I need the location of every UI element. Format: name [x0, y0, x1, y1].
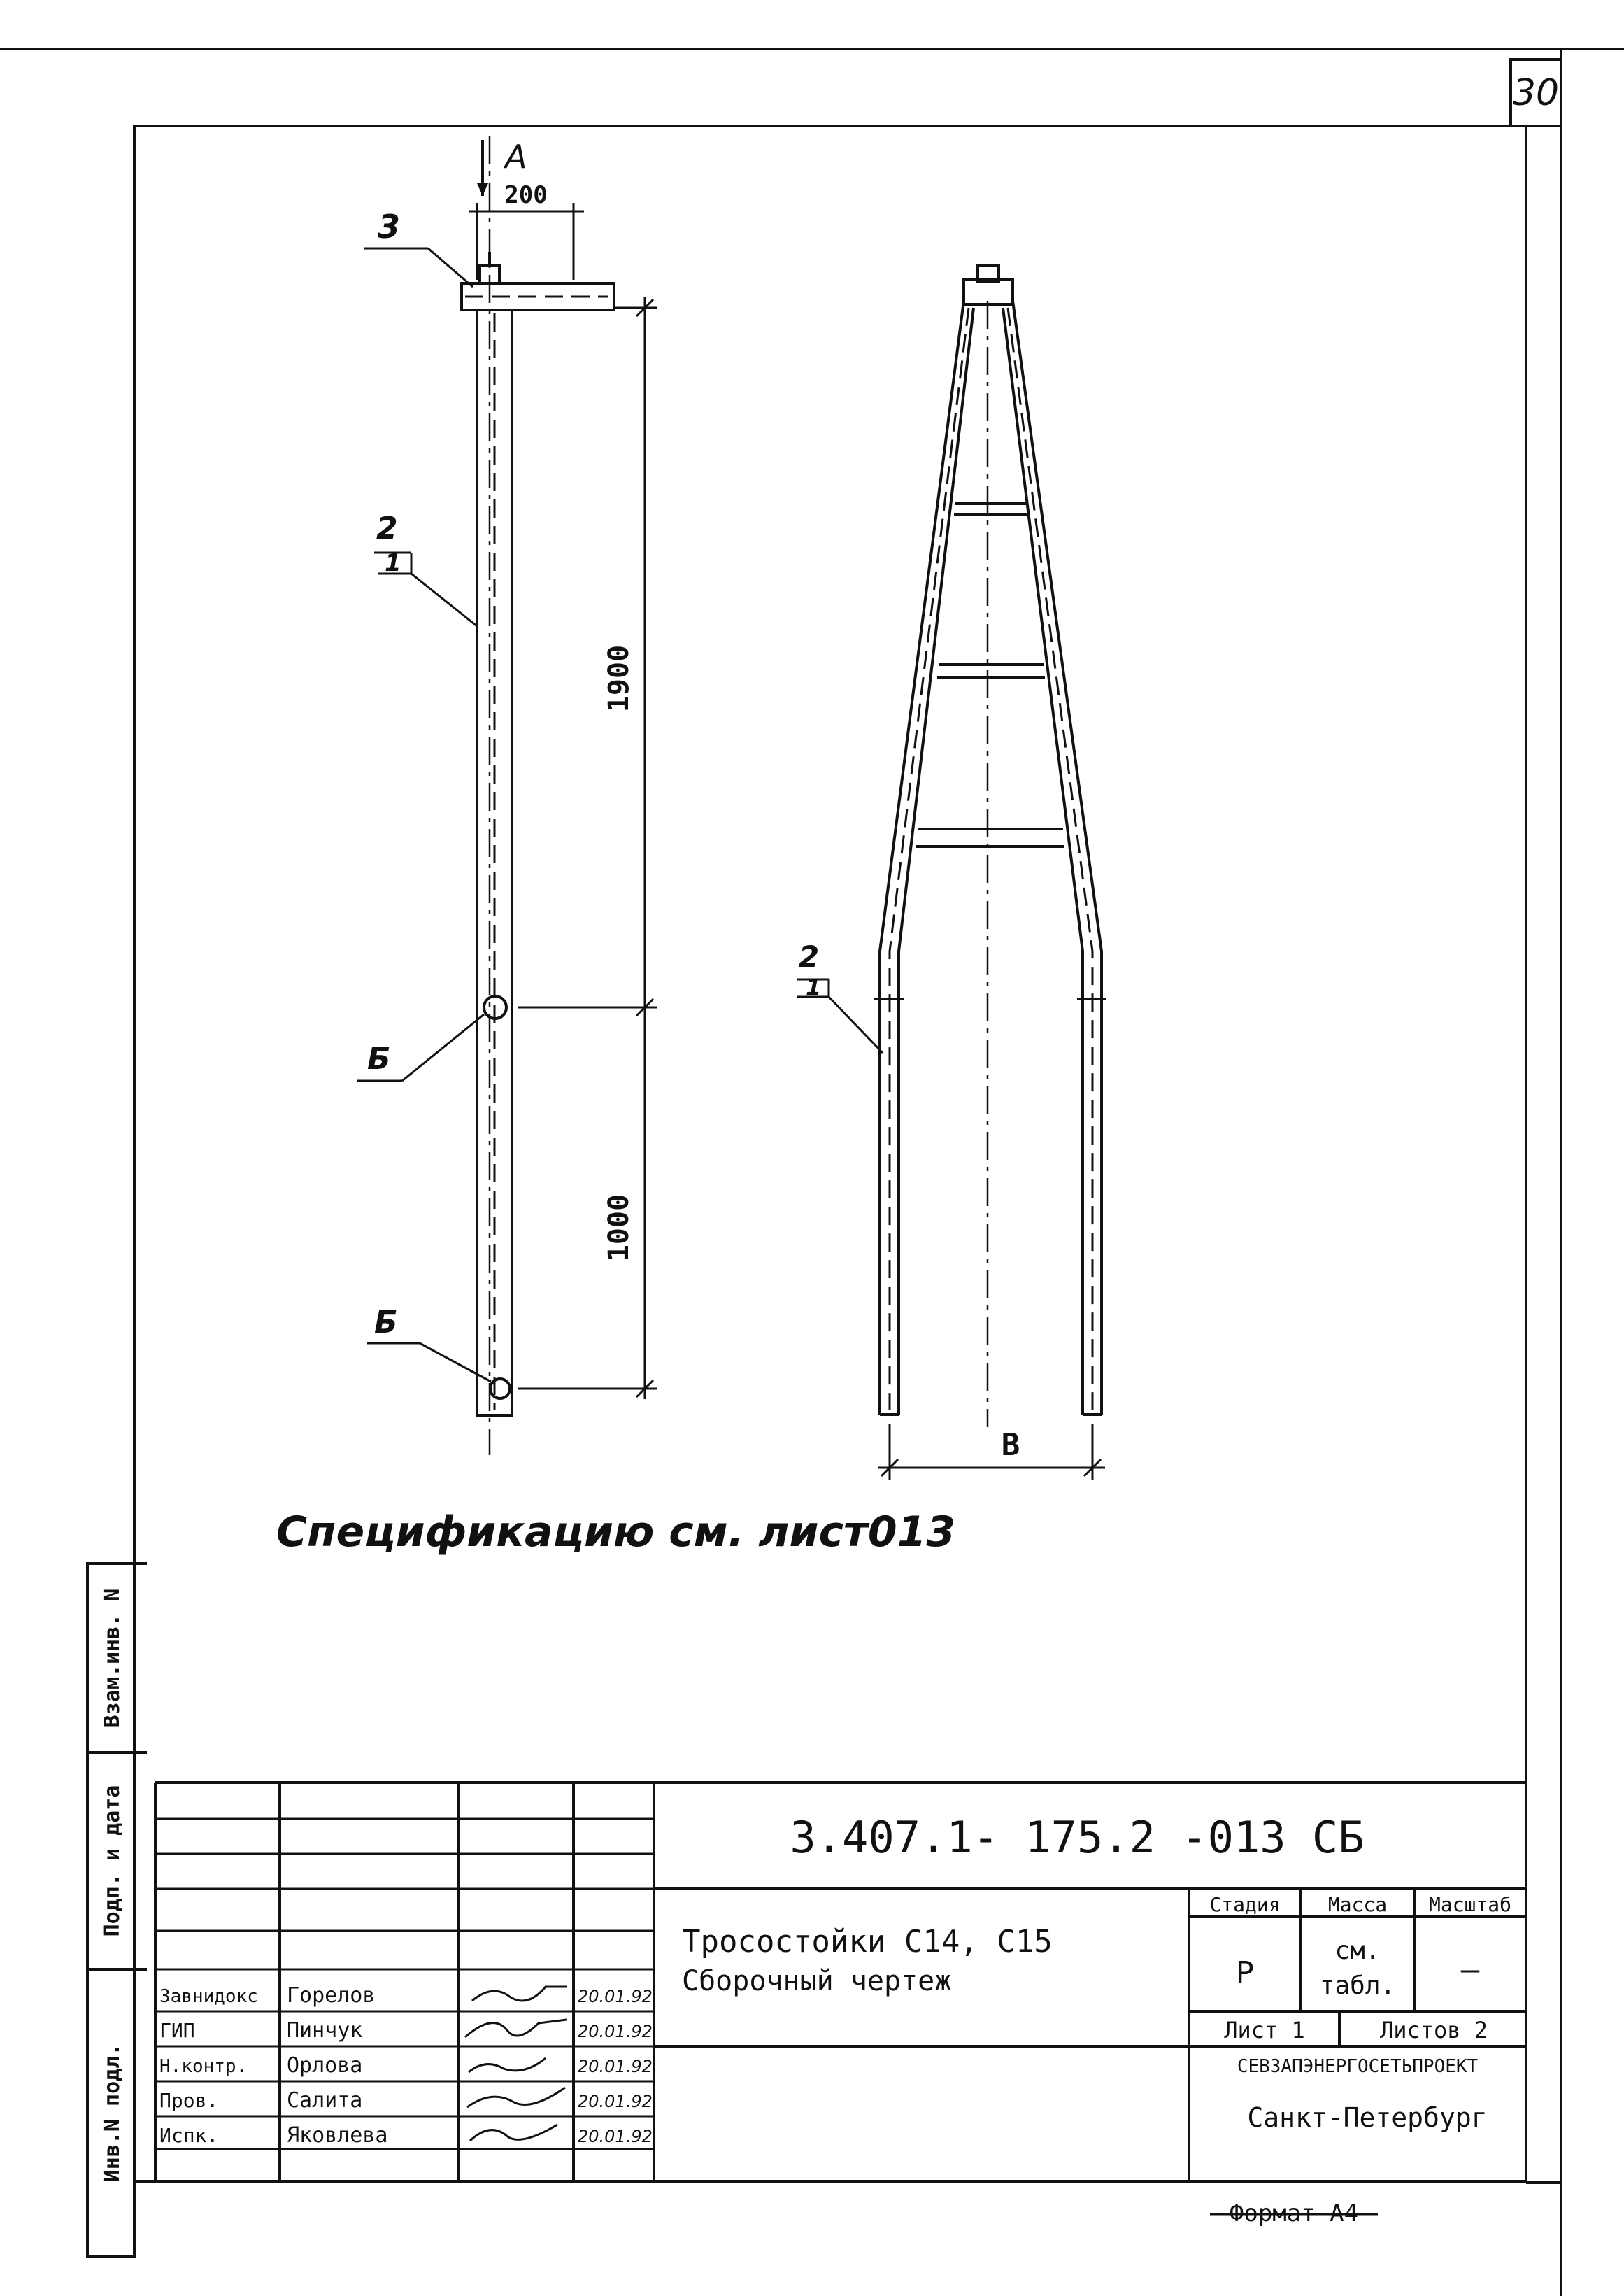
stamp-inv-no-sub: Инв.N подл.	[100, 2043, 124, 2183]
signature-mark	[469, 2058, 546, 2072]
callout-2-left: 2	[376, 511, 398, 546]
mass-label: Масса	[1327, 1893, 1388, 1916]
signature-mark	[472, 1987, 567, 2001]
stage-value: Р	[1235, 1955, 1255, 1991]
signature-row	[159, 2053, 653, 2078]
svg-text:ГИП: ГИП	[159, 2019, 195, 2042]
stamp-sign-date: Подп. и дата	[100, 1785, 124, 1937]
signature-row	[159, 2088, 653, 2113]
svg-text:20.01.92: 20.01.92	[578, 2022, 653, 2041]
svg-text:20.01.92: 20.01.92	[578, 2127, 653, 2146]
title-line-2: Сборочный чертеж	[682, 1965, 952, 1997]
callout-b-upper: Б	[367, 1041, 391, 1077]
dim-1000: 1000	[603, 1193, 635, 1262]
svg-text:Яковлева: Яковлева	[287, 2123, 388, 2148]
format-label: Формат А4	[1229, 2199, 1359, 2227]
left-leg-inner	[899, 308, 974, 1415]
spec-note: Спецификацию см. лист013	[276, 1508, 956, 1557]
dim-b: В	[1001, 1427, 1020, 1463]
svg-text:Пинчук: Пинчук	[287, 2018, 363, 2043]
mass-value-1: см.	[1334, 1936, 1381, 1965]
stage-label: Стадия	[1209, 1893, 1281, 1916]
doc-code: 3.407.1- 175.2 -013 СБ	[790, 1812, 1365, 1863]
svg-text:20.01.92: 20.01.92	[578, 2092, 653, 2111]
detail-b-lower-mark	[490, 1379, 510, 1398]
top-plate	[462, 283, 614, 310]
scale-value: —	[1460, 1952, 1480, 1987]
svg-text:Завнидокс: Завнидокс	[159, 1986, 258, 2007]
organization: СЕВЗАПЭНЕРГОСЕТЬПРОЕКТ	[1237, 2056, 1479, 2077]
city: Санкт-Петербург	[1247, 2102, 1488, 2133]
callout-2-right: 2	[799, 940, 820, 974]
signature-mark	[467, 2088, 565, 2107]
callout-b-lower: Б	[374, 1305, 398, 1340]
page-number: 30	[1512, 72, 1560, 114]
title-line-1: Тросостойки С14, С15	[682, 1924, 1053, 1960]
sheet-label: Лист 1	[1224, 2017, 1305, 2043]
mass-value-2: табл.	[1319, 1971, 1396, 2000]
signature-mark	[470, 2125, 557, 2141]
callout-1-left: 1	[385, 549, 401, 577]
front-view	[797, 266, 1106, 1480]
signature-mark	[465, 2020, 567, 2037]
sheets-label: Листов 2	[1379, 2017, 1488, 2043]
side-stamp	[87, 1564, 147, 2256]
svg-text:Пров.: Пров.	[159, 2089, 219, 2112]
signature-row	[159, 1983, 653, 2008]
svg-text:Испк.: Испк.	[159, 2124, 219, 2147]
side-view	[357, 136, 657, 1455]
right-leg-outer	[1013, 301, 1102, 1415]
dim-1900: 1900	[603, 644, 635, 713]
callout-3: 3	[378, 208, 401, 246]
svg-text:Орлова: Орлова	[287, 2053, 363, 2078]
svg-text:20.01.92: 20.01.92	[578, 1987, 653, 2006]
svg-text:20.01.92: 20.01.92	[578, 2057, 653, 2076]
signature-row	[159, 2123, 653, 2148]
view-a-label: А	[505, 138, 527, 176]
stamp-interchange-inv: Взам.инв. N	[100, 1588, 124, 1728]
svg-text:Н.контр.: Н.контр.	[159, 2056, 248, 2077]
dim-200: 200	[504, 181, 548, 209]
right-leg-inner	[1003, 308, 1083, 1415]
left-leg-outer	[880, 301, 964, 1415]
svg-text:Салита: Салита	[287, 2088, 363, 2113]
callout-1-right: 1	[806, 974, 822, 1000]
signature-row	[159, 2018, 653, 2043]
svg-text:Горелов: Горелов	[287, 1983, 376, 2008]
frame-top-cap	[964, 280, 1013, 304]
title-block	[155, 1783, 1526, 2181]
scale-label: Масштаб	[1428, 1893, 1512, 1916]
